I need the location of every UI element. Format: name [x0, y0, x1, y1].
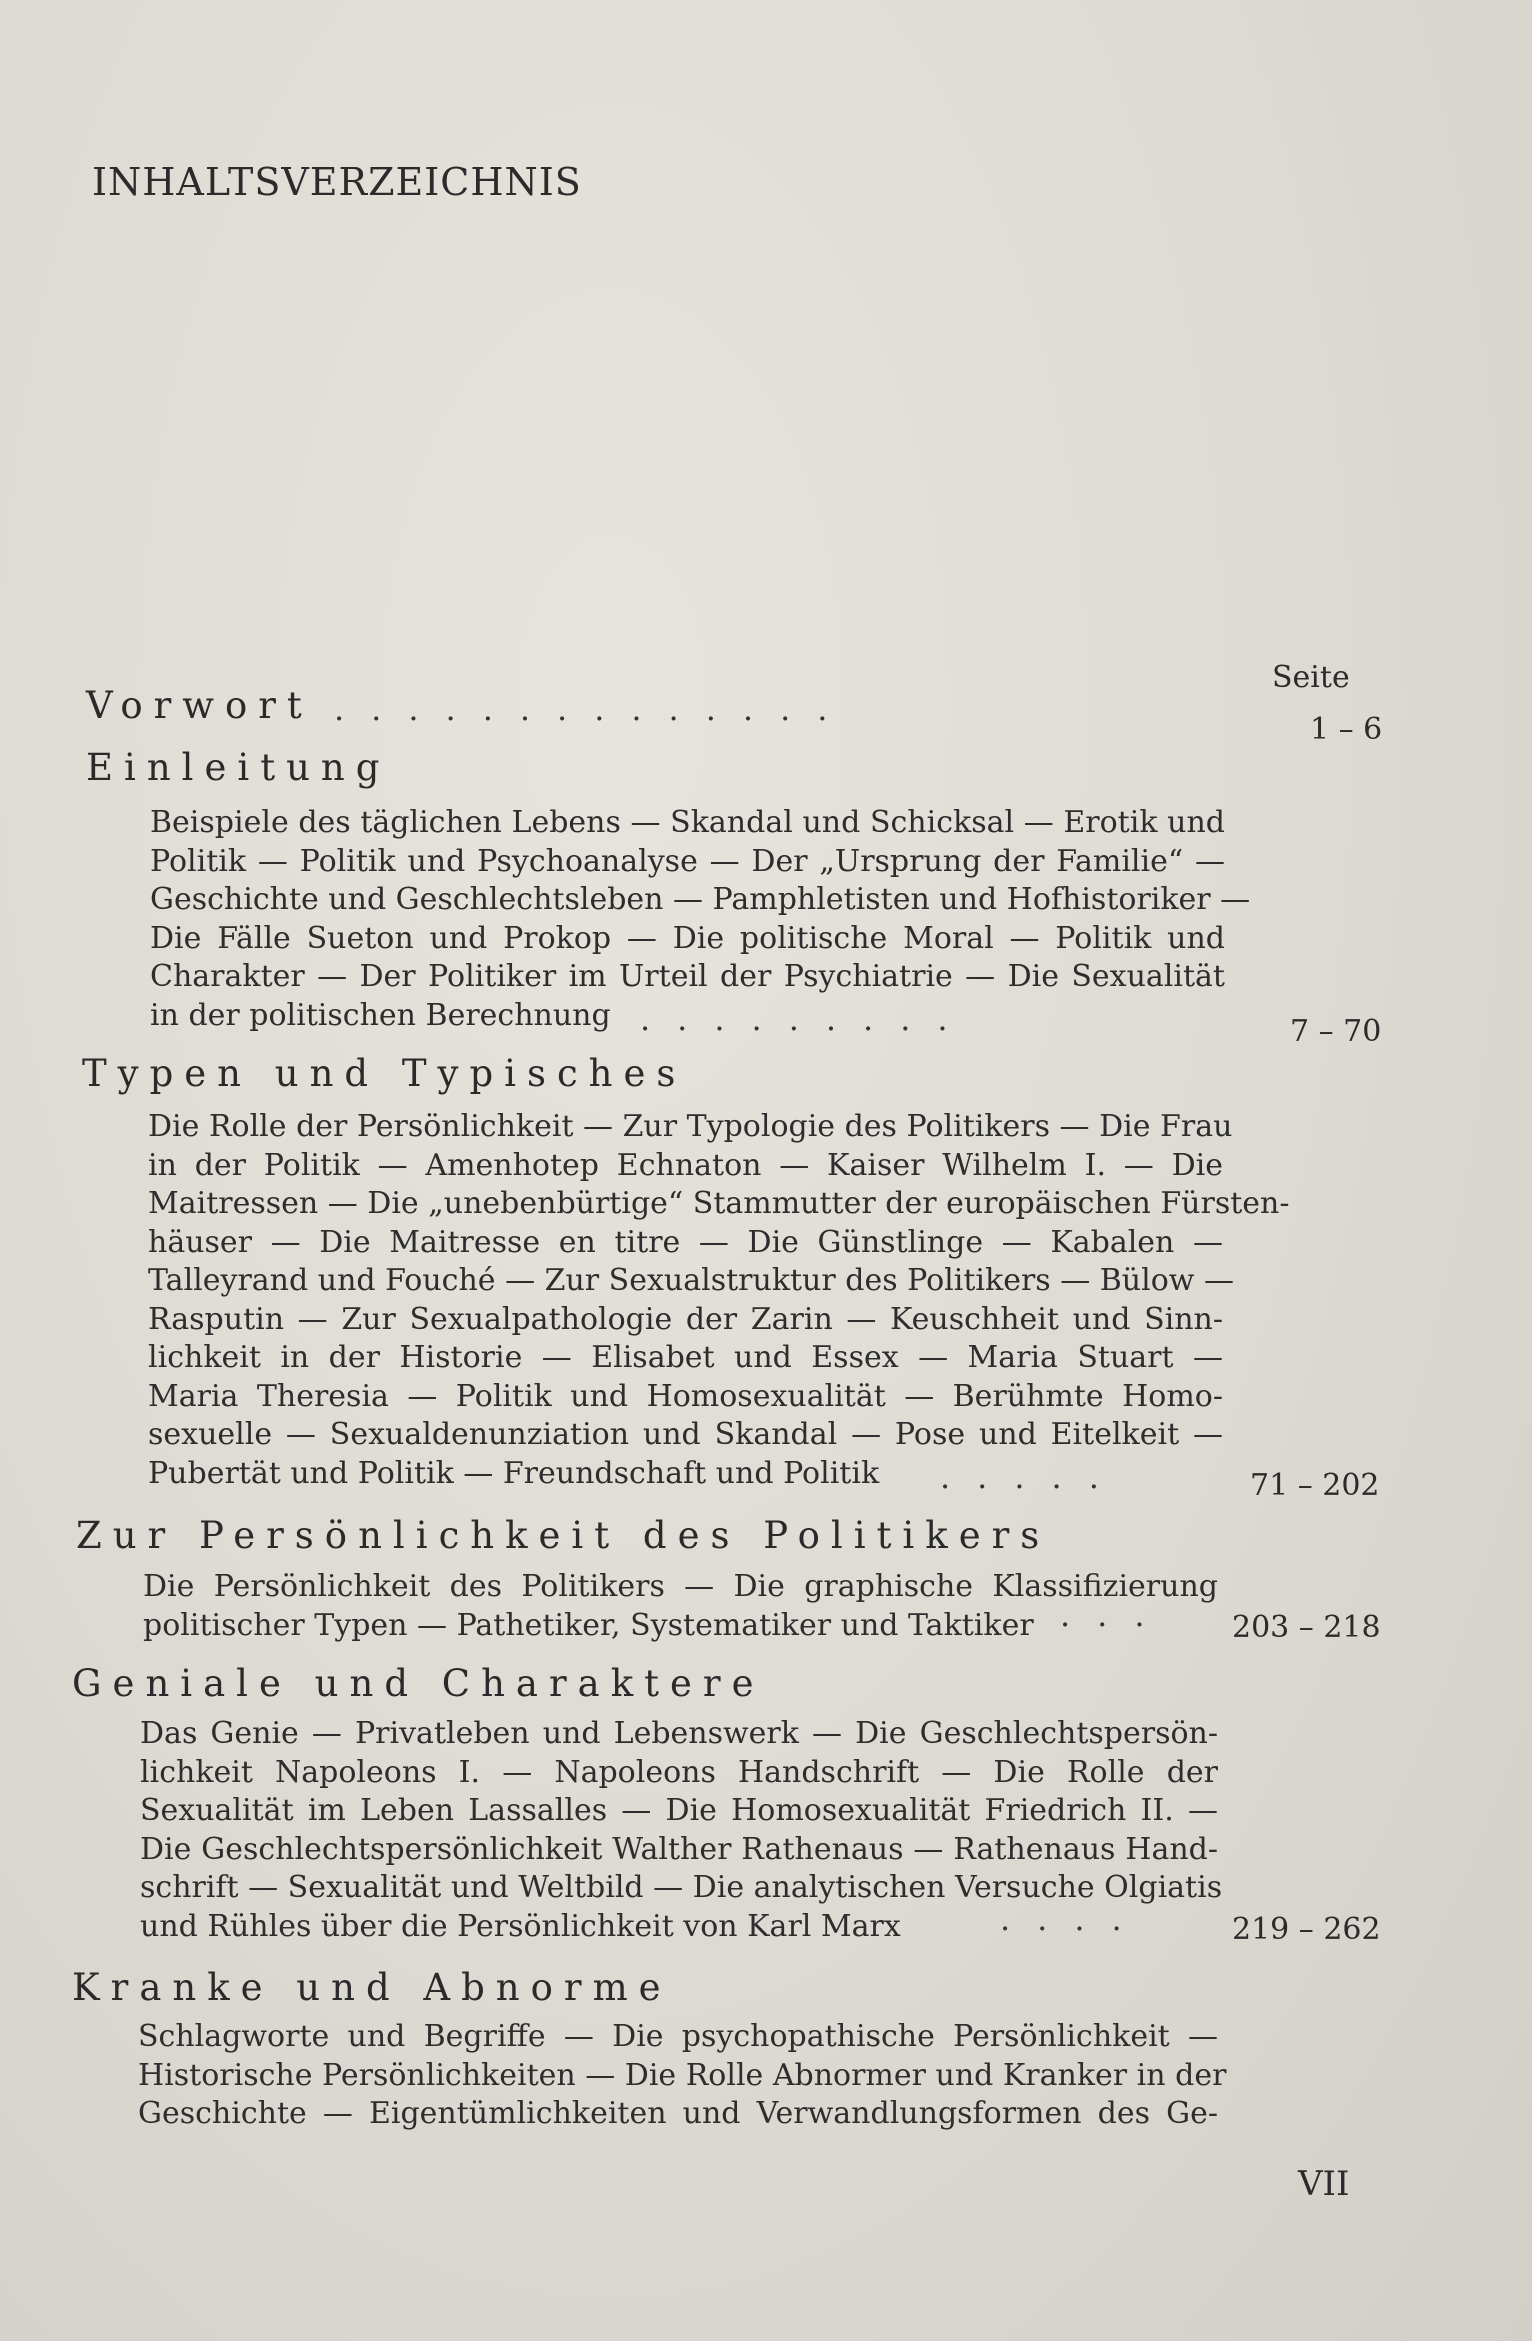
- toc-line: Politik — Politik und Psychoanalyse — Der „Ursprung der Familie“ —: [150, 843, 1225, 879]
- toc-leader-dots: ....: [1000, 1900, 1149, 1938]
- page-title: INHALTSVERZEICHNIS: [92, 160, 582, 204]
- toc-pages-vorwort: 1 – 6: [1310, 712, 1383, 747]
- toc-pages-einleitung: 7 – 70: [1290, 1014, 1382, 1049]
- toc-description-typen-und-typisches: [148, 1108, 1290, 1493]
- toc-line: lichkeit in der Historie — Elisabet und Essex — Maria Stuart —: [148, 1340, 1223, 1375]
- toc-line: sexuelle — Sexualdenunziation und Skandal — Pose und Eitelkeit —: [148, 1417, 1223, 1452]
- toc-line: Talleyrand und Fouché — Zur Sexualstruktur des Politikers — Bülow —: [148, 1263, 1234, 1298]
- toc-leader-dots: .....: [940, 1458, 1126, 1496]
- toc-line: Sexualität im Leben Lassalles — Die Homosexualität Friedrich II. —: [140, 1793, 1218, 1828]
- toc-line: in der Politik — Amenhotep Echnaton — Kaiser Wilhelm I. — Die: [148, 1147, 1223, 1183]
- toc-line: Pubertät und Politik — Freundschaft und Politik: [148, 1455, 880, 1491]
- toc-line: Geschichte und Geschlechtsleben — Pamphletisten und Hofhistoriker —: [150, 882, 1251, 917]
- toc-line: Maria Theresia — Politik und Homosexualität — Berühmte Homo-: [148, 1378, 1223, 1414]
- toc-line: lichkeit Napoleons I. — Napoleons Handschrift — Die Rolle der: [140, 1754, 1218, 1790]
- toc-line: häuser — Die Maitresse en titre — Die Günstlinge — Kabalen —: [148, 1224, 1223, 1260]
- toc-description-kranke-und-abnorme: [138, 2018, 1227, 2134]
- toc-pages-zur-persoenlichkeit: 203 – 218: [1232, 1610, 1381, 1645]
- toc-line: Geschichte — Eigentümlichkeiten und Verwandlungsformen des Ge-: [138, 2096, 1218, 2131]
- toc-line: und Rühles über die Persönlichkeit von Karl Marx: [140, 1908, 901, 1944]
- toc-line: Schlagworte und Begriffe — Die psychopathische Persönlichkeit —: [138, 2019, 1218, 2054]
- toc-description-zur-persoenlichkeit: [143, 1568, 1218, 1645]
- toc-pages-typen-und-typisches: 71 – 202: [1250, 1468, 1380, 1503]
- toc-leader-dots: .........: [640, 1000, 975, 1038]
- toc-pages-geniale-und-charaktere: 219 – 262: [1232, 1912, 1381, 1947]
- toc-line: Rasputin — Zur Sexualpathologie der Zarin — Keuschheit und Sinn-: [148, 1301, 1223, 1337]
- toc-heading-vorwort: Vorwort: [86, 684, 313, 727]
- toc-heading-zur-persoenlichkeit: Zur Persönlichkeit des Politikers: [76, 1514, 1051, 1557]
- toc-line: Die Geschlechtspersönlichkeit Walther Rathenaus — Rathenaus Hand-: [140, 1831, 1218, 1867]
- toc-heading-geniale-und-charaktere: Geniale und Charaktere: [72, 1662, 765, 1705]
- toc-heading-einleitung: Einleitung: [86, 746, 391, 789]
- seite-column-label: Seite: [1272, 660, 1350, 695]
- toc-line: Maitressen — Die „unebenbürtige“ Stammutter der europäischen Fürsten-: [148, 1186, 1290, 1221]
- toc-line: Die Fälle Sueton und Prokop — Die politische Moral — Politik und: [150, 920, 1225, 956]
- toc-line: politischer Typen — Pathetiker, Systematiker und Taktiker: [143, 1607, 1034, 1643]
- toc-leader-dots: ..............: [334, 690, 855, 728]
- toc-line: Charakter — Der Politiker im Urteil der Psychiatrie — Die Sexualität: [150, 959, 1225, 994]
- toc-line: Historische Persönlichkeiten — Die Rolle Abnormer und Kranker in der: [138, 2057, 1227, 2093]
- toc-leader-dots: ...: [1060, 1596, 1172, 1634]
- toc-heading-kranke-und-abnorme: Kranke und Abnorme: [72, 1966, 672, 2009]
- toc-line: Die Persönlichkeit des Politikers — Die graphische Klassifizierung: [143, 1569, 1218, 1604]
- page-number: VII: [1298, 2164, 1350, 2204]
- toc-heading-typen-und-typisches: Typen und Typisches: [82, 1052, 687, 1095]
- toc-line: Die Rolle der Persönlichkeit — Zur Typologie des Politikers — Die Frau: [148, 1109, 1233, 1144]
- toc-line: in der politischen Berechnung: [150, 997, 611, 1033]
- toc-line: schrift — Sexualität und Weltbild — Die analytischen Versuche Olgiatis: [140, 1870, 1223, 1905]
- toc-line: Beispiele des täglichen Lebens — Skandal und Schicksal — Erotik und: [150, 805, 1225, 840]
- toc-line: Das Genie — Privatleben und Lebenswerk — Die Geschlechtspersön-: [140, 1716, 1218, 1751]
